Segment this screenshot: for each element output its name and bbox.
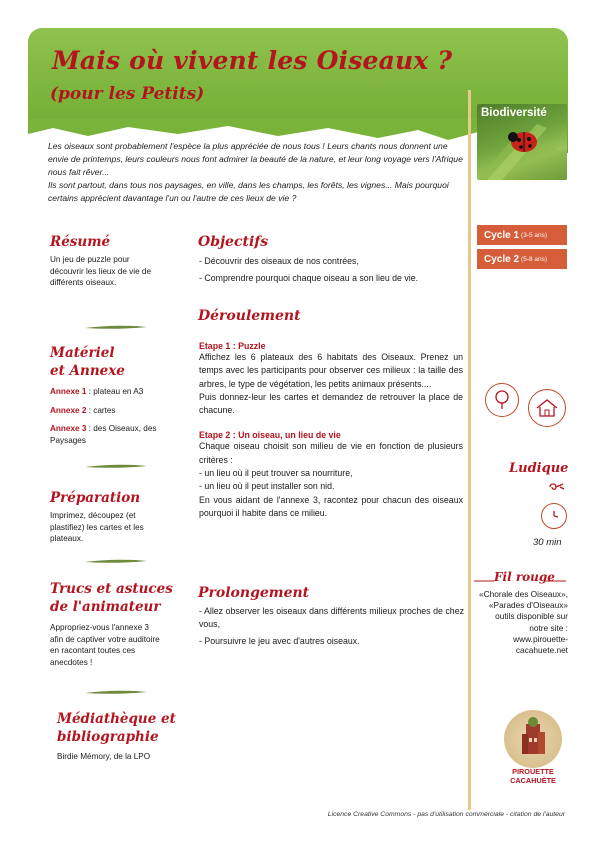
activity-type: Ludique xyxy=(509,461,569,476)
annexe-2 xyxy=(50,405,168,417)
house-icon xyxy=(528,389,566,427)
resume-text: Un jeu de puzzle pour découvrir les lieux de vie de différents oiseaux. xyxy=(50,255,152,287)
preparation-text: Imprimez, découpez (et plastifiez) les cartes et les plateaux. xyxy=(50,511,144,543)
etape-2-p2: En vous aidant de l'annexe 3, racontez pour chacun des oiseaux pourquoi il habite dans ce milieu. xyxy=(199,494,463,518)
column-divider xyxy=(468,90,471,810)
theme-label: Biodiversité xyxy=(481,107,547,119)
objectif-item: - Découvrir des oiseaux de nos contrées, xyxy=(199,256,359,266)
section-divider xyxy=(85,323,147,331)
fil-rouge-text: «Chorale des Oiseaux», «Parades d'Oiseaux» outils disponible sur notre site : www.pirouette-cacahuete.net xyxy=(478,589,568,656)
page-subtitle: (pour les Petits) xyxy=(50,84,205,104)
mediatheque-title xyxy=(57,710,176,746)
mediatheque-title-line-1: Médiathèque et xyxy=(57,711,176,727)
etape-2-p1: Chaque oiseau choisit son milieu de vie en fonction de plusieurs critères : xyxy=(199,441,463,465)
materiel-title-line-2: et Annexe xyxy=(50,363,125,379)
resume-title: Résumé xyxy=(50,234,111,250)
annexe-3 xyxy=(50,423,168,446)
trucs-title xyxy=(50,580,173,616)
cycle-1-ages: (3-5 ans) xyxy=(521,231,548,239)
intro-paragraph-1: Les oiseaux sont probablement l'espèce la plus appréciée de nous tous ! Leurs chants nous donnent une envie de printemps, leurs couleurs nous font admirer la beauté de la nature, et leur long voyage vers l'Afrique nous fait rêver... xyxy=(48,141,463,177)
clock-icon xyxy=(541,503,567,529)
section-divider xyxy=(85,557,147,565)
deroulement-title: Déroulement xyxy=(198,308,301,324)
annexe-2-label: Annexe 2 xyxy=(50,405,87,415)
annexe-3-label: Annexe 3 xyxy=(50,424,87,433)
annexe-1-label: Annexe 1 xyxy=(50,387,87,396)
trucs-title-line-1: Trucs et astuces xyxy=(50,581,173,597)
spiral-icon xyxy=(546,481,566,493)
cycle-2-badge xyxy=(477,249,567,269)
license-footer: Licence Creative Commons - pas d'utilisation commerciale - citation de l'auteur xyxy=(327,811,565,818)
section-divider xyxy=(85,688,147,696)
etape-1-p1: Affichez les 6 plateaux des 6 habitats des Oiseaux. Prenez un temps avec les participants pour observer ces milieux : la taille des arbres, le type de végétation, les petits animaux présents.... xyxy=(199,352,463,389)
etape-2-title: Etape 2 : Un oiseau, un lieu de vie xyxy=(199,430,341,441)
intro-text xyxy=(48,140,463,205)
logo-text xyxy=(505,768,561,785)
etape-1-title: Etape 1 : Puzzle xyxy=(199,341,266,351)
trucs-text: Appropriez-vous l'annexe 3 afin de captiver votre auditoire en racontant toutes ces anecdotes ! xyxy=(50,623,160,667)
cycle-1-label: Cycle 1 xyxy=(484,229,520,241)
logo-line-2: CACAHUÈTE xyxy=(510,775,556,785)
deroulement-content xyxy=(199,341,463,520)
section-divider xyxy=(85,462,147,470)
prolongement-item: - Allez observer les oiseaux dans différents milieux proches de chez vous, xyxy=(199,606,464,630)
objectifs-list xyxy=(199,255,464,286)
intro-paragraph-2: Ils sont partout, dans tous nos paysages, en ville, dans les champs, les forêts, les vignes... Mais pourquoi certains apprécient davantage l'un ou l'autre de ces lieux de vie ? xyxy=(48,180,449,203)
duration: 30 min xyxy=(533,537,562,548)
annexe-1 xyxy=(50,386,168,398)
objectif-item: - Comprendre pourquoi chaque oiseau a son lieu de vie. xyxy=(199,273,419,284)
mediatheque-title-line-2: bibliographie xyxy=(57,729,159,745)
annexe-2-text: : cartes xyxy=(86,405,116,415)
cycle-1-badge xyxy=(477,225,567,245)
logo-line-1: PIROUETTE xyxy=(512,767,554,776)
cycle-2-label: Cycle 2 xyxy=(484,253,520,265)
prolongement-item: - Poursuivre le jeu avec d'autres oiseaux. xyxy=(199,635,360,646)
fil-rouge-title: Fil rouge xyxy=(494,570,555,584)
page-title: Mais où vivent les Oiseaux ? xyxy=(52,46,453,75)
annexe-3-text: : des Oiseaux, des Paysages xyxy=(50,424,157,445)
materiel-list xyxy=(50,386,168,446)
trucs-title-line-2: de l'animateur xyxy=(50,599,161,615)
cycle-2-ages: (5-8 ans) xyxy=(521,255,548,263)
annexe-1-text: : plateau en A3 xyxy=(86,387,144,396)
objectifs-title: Objectifs xyxy=(198,234,269,250)
etape-1-p2: Puis donnez-leur les cartes et demandez de retrouver la place de chacune. xyxy=(199,391,463,416)
materiel-title xyxy=(50,344,125,380)
etape-2-l2: - un lieu où il peut installer son nid. xyxy=(199,481,335,492)
logo xyxy=(504,710,562,768)
preparation-title: Préparation xyxy=(50,490,141,506)
prolongement-title: Prolongement xyxy=(198,585,310,601)
materiel-title-line-1: Matériel xyxy=(50,345,115,361)
etape-2-l1: - un lieu où il peut trouver sa nourriture, xyxy=(199,468,353,479)
mediatheque-text: Birdie Mémory, de la LPO xyxy=(57,752,151,761)
prolongement-list xyxy=(199,605,464,648)
tree-icon xyxy=(485,383,519,417)
